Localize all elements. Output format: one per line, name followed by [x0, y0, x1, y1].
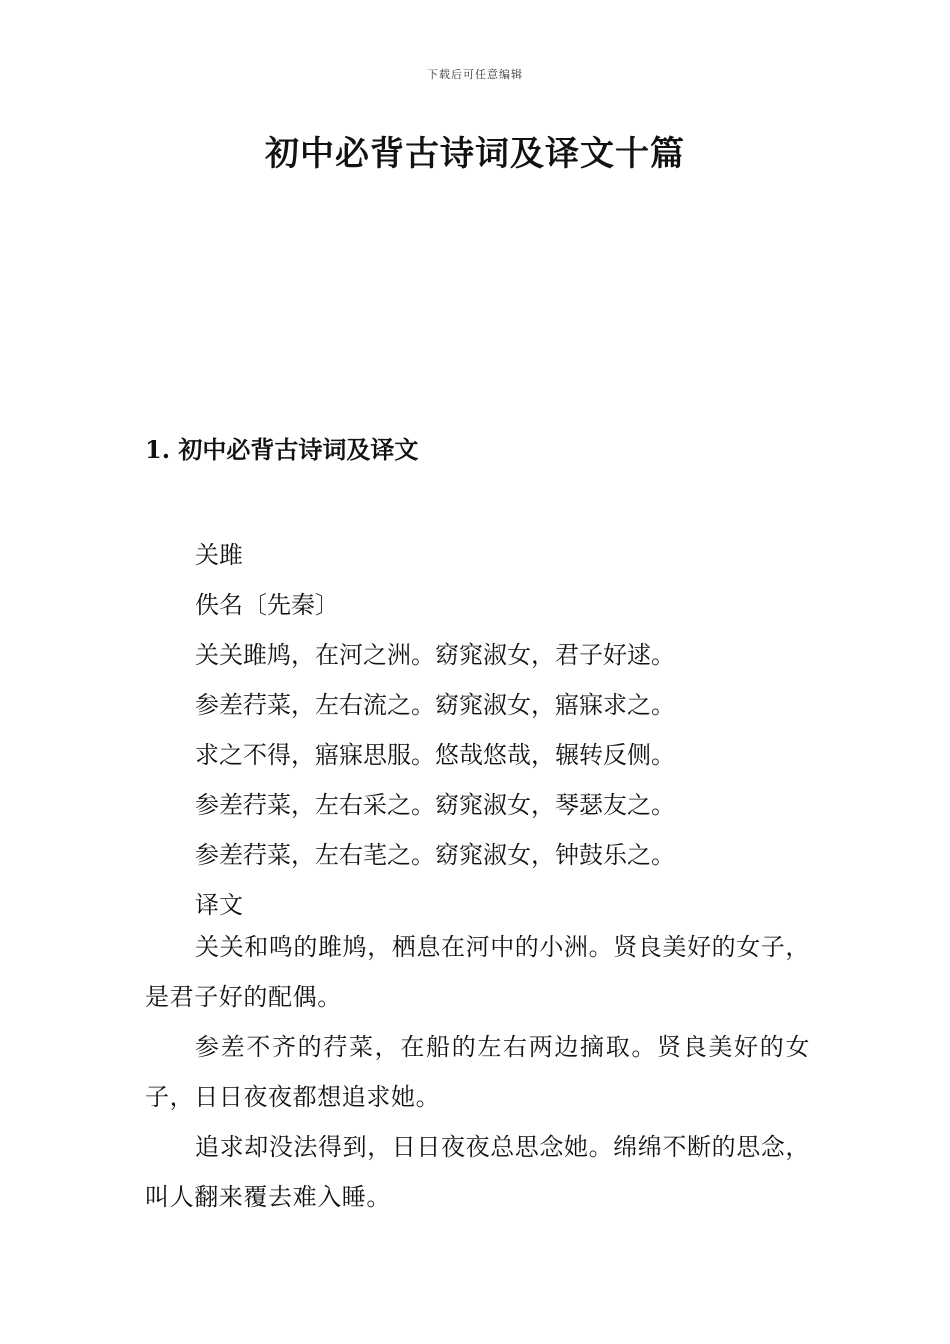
poem-line: 参差荇菜，左右芼之。窈窕淑女，钟鼓乐之。	[195, 841, 675, 869]
translation-paragraph: 追求却没法得到，日日夜夜总思念她。绵绵不断的思念，叫人翻来覆去难入睡。	[145, 1133, 810, 1211]
section-title: 1. 初中必背古诗词及译文	[145, 435, 419, 464]
poem-line: 求之不得，寤寐思服。悠哉悠哉，辗转反侧。	[195, 741, 675, 769]
translation-paragraph: 参差不齐的荇菜，在船的左右两边摘取。贤良美好的女子，日日夜夜都想追求她。	[145, 1033, 810, 1111]
poem-line: 参差荇菜，左右采之。窈窕淑女，琴瑟友之。	[195, 791, 675, 819]
poem-author: 佚名〔先秦〕	[195, 591, 339, 619]
document-title: 初中必背古诗词及译文十篇	[265, 134, 685, 174]
translation-block	[145, 922, 810, 1222]
header-note: 下载后可任意编辑	[427, 68, 523, 81]
poem-line: 关关雎鸠，在河之洲。窈窕淑女，君子好逑。	[195, 641, 675, 669]
translation-paragraph: 关关和鸣的雎鸠，栖息在河中的小洲。贤良美好的女子，是君子好的配偶。	[145, 933, 810, 1011]
poem-block	[195, 530, 815, 930]
poem-title: 关雎	[195, 541, 243, 569]
poem-line: 参差荇菜，左右流之。窈窕淑女，寤寐求之。	[195, 691, 675, 719]
translation-heading: 译文	[195, 891, 243, 919]
